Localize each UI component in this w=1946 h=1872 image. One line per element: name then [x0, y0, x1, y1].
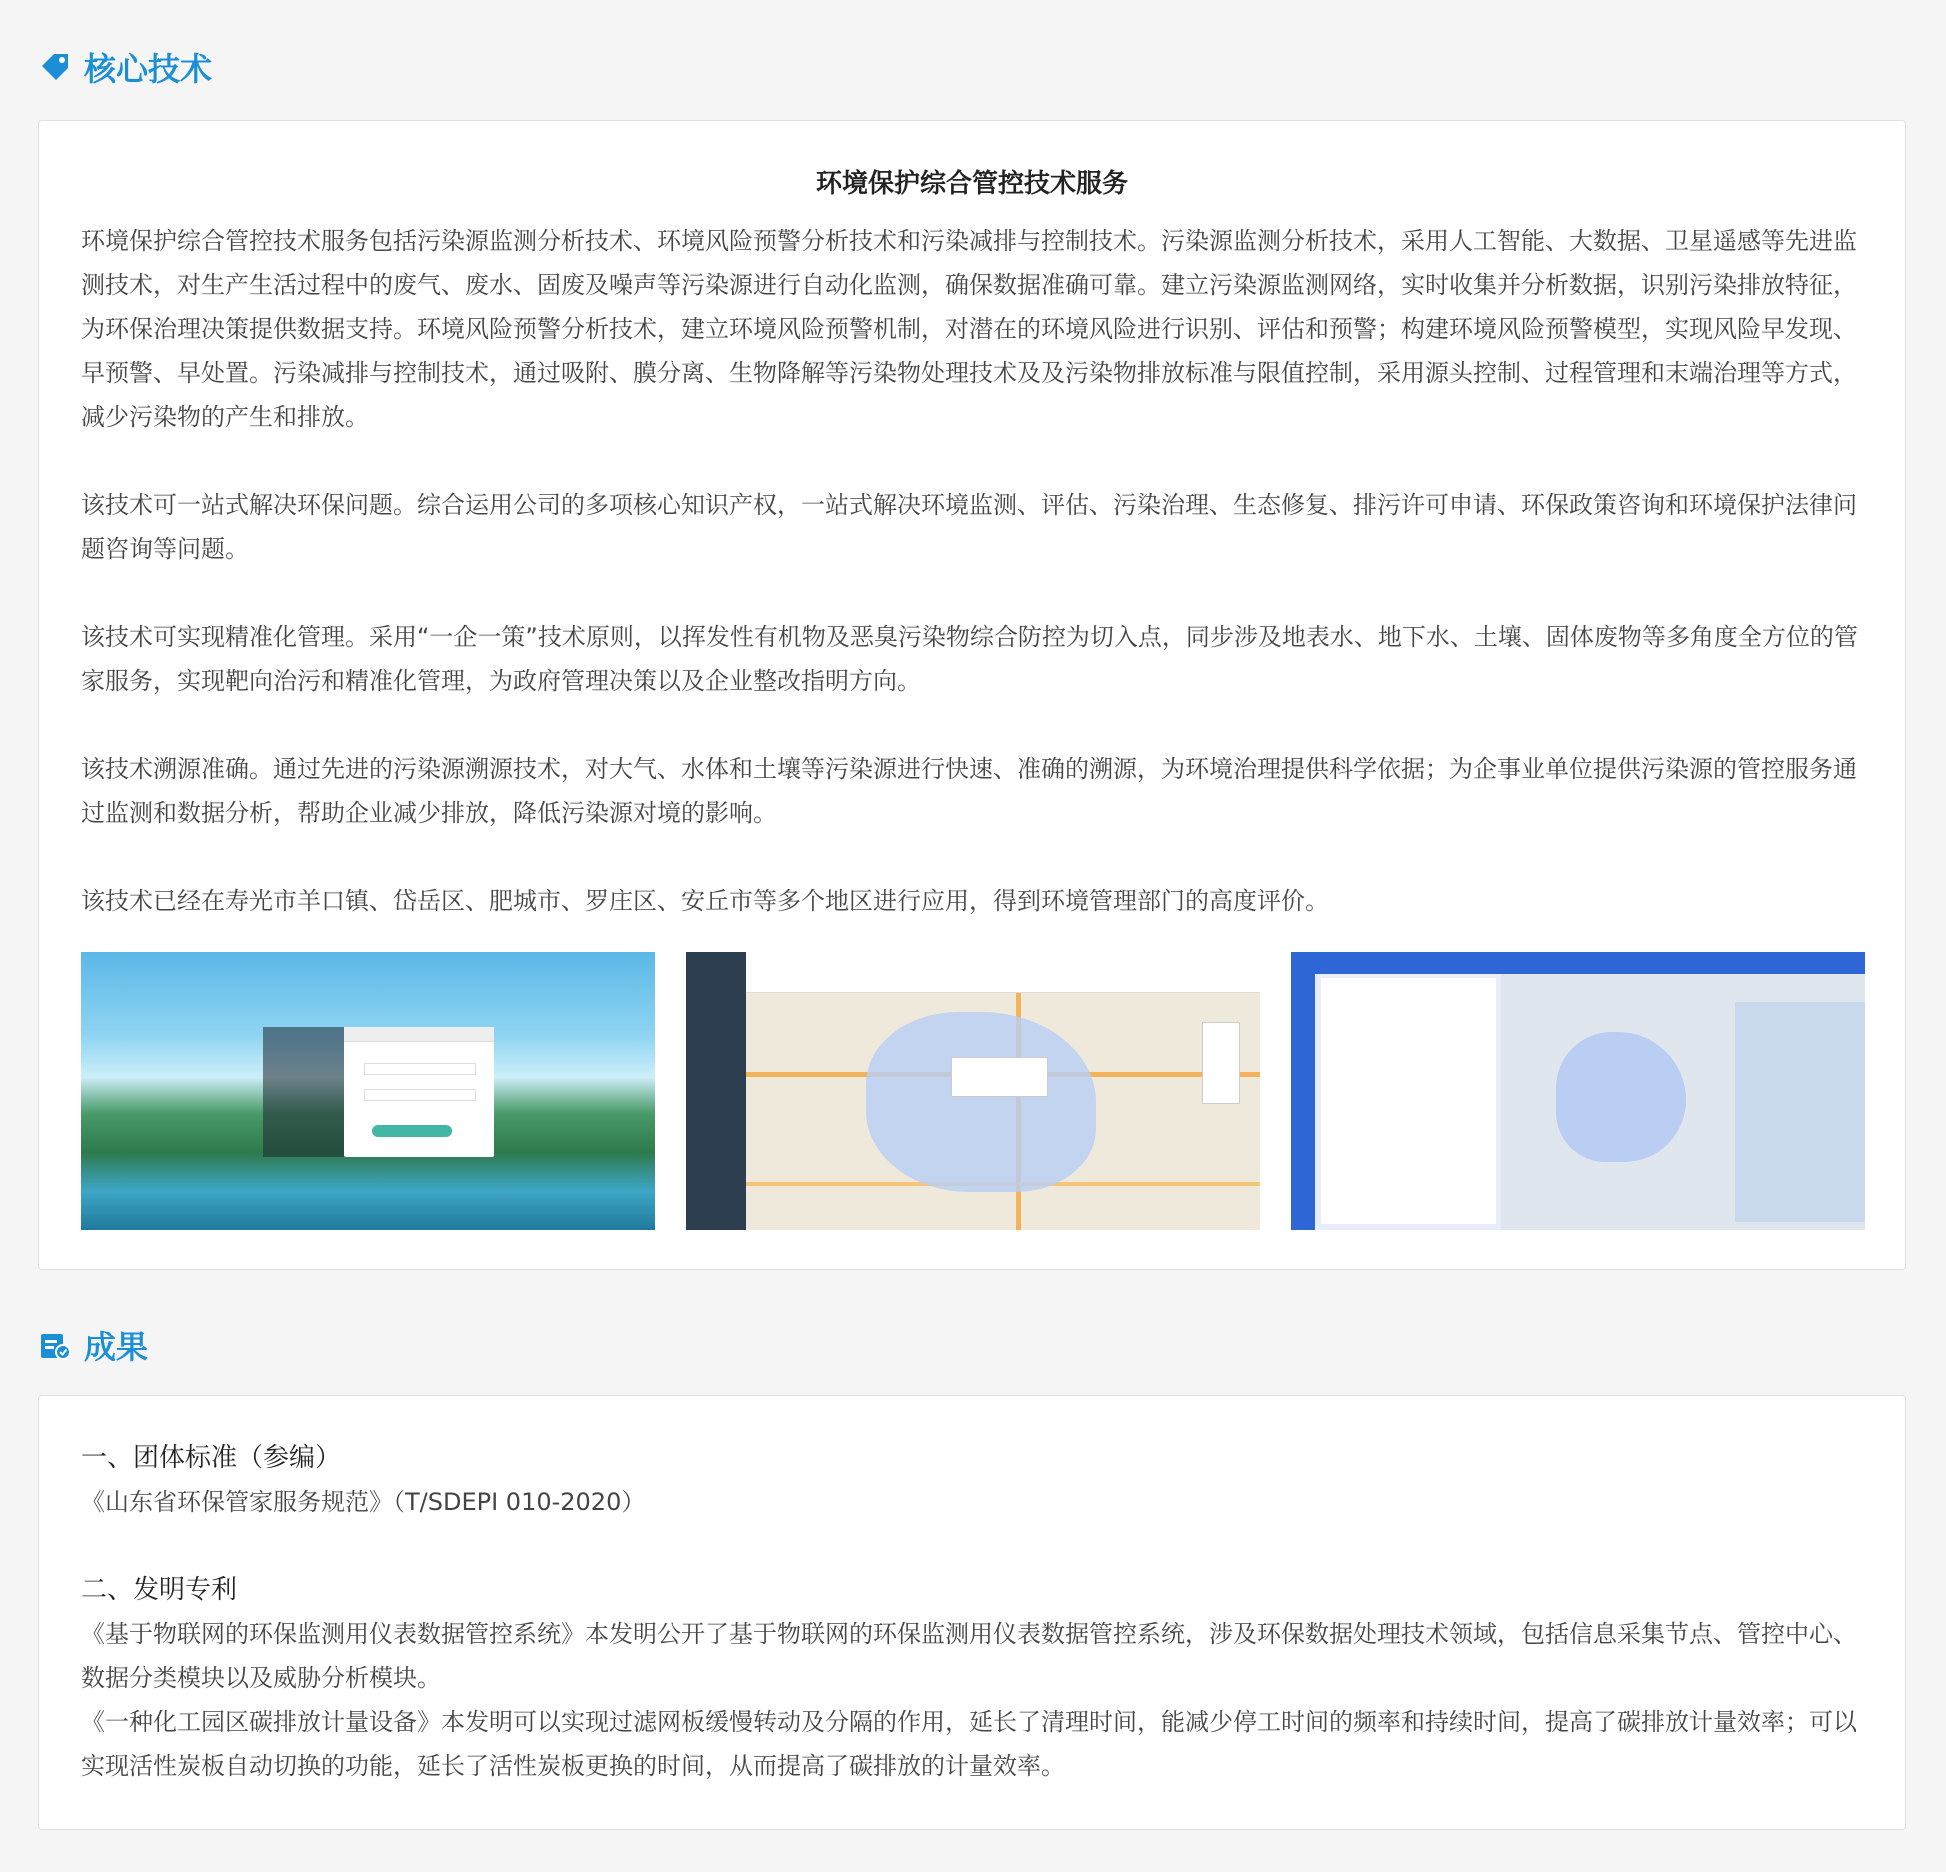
map-region	[866, 1012, 1096, 1192]
paragraph: 该技术可实现精准化管理。采用“一企一策”技术原则，以挥发性有机物及恶臭污染物综合防控为切入点，同步涉及地表水、地下水、土壤、固体废物等多角度全方位的管家服务，实现靶向治污和精准化管理，为政府管理决策以及企业整改指明方向。	[81, 623, 1858, 695]
dashboard-stats-panel	[1321, 978, 1496, 1224]
screenshot-gallery	[81, 952, 1865, 1230]
admin-sidebar	[686, 952, 746, 1230]
results-content	[81, 1436, 1866, 1788]
login-screenshot[interactable]	[81, 952, 655, 1230]
standard-title: 一、团体标准（参编）	[81, 1443, 342, 1473]
dashboard-sidebar	[1291, 974, 1315, 1230]
map-popup	[951, 1057, 1048, 1097]
standard-item: 《山东省环保管家服务规范》（T/SDEPI 010-2020）	[81, 1488, 646, 1516]
paragraph: 该技术可一站式解决环保问题。综合运用公司的多项核心知识产权，一站式解决环境监测、评估、污染治理、生态修复、排污许可申请、环保政策咨询和环境保护法律问题咨询等问题。	[81, 491, 1857, 563]
login-side-panel	[263, 1027, 345, 1157]
tech-description	[81, 219, 1866, 967]
map-legend	[1202, 1022, 1240, 1104]
dashboard-header	[1291, 952, 1865, 974]
core-tech-card	[38, 120, 1906, 1270]
results-header	[38, 1322, 148, 1368]
patent-item: 《一种化工园区碳排放计量设备》本发明可以实现过滤网板缓慢转动及分隔的作用，延长了清理时间，能减少停工时间的频率和持续时间，提高了碳排放计量效率；可以实现活性炭板自动切换的功能，延长了活性炭板更换的时间，从而提高了碳排放的计量效率。	[81, 1708, 1857, 1780]
dashboard-screenshot[interactable]	[1291, 952, 1865, 1230]
results-heading: 成果	[84, 1328, 149, 1366]
tag-icon	[38, 50, 72, 84]
login-form-image	[344, 1027, 494, 1157]
patent-item: 《基于物联网的环保监测用仪表数据管控系统》本发明公开了基于物联网的环保监测用仪表数据管控系统，涉及环保数据处理技术领域，包括信息采集节点、管控中心、数据分类模块以及威胁分析模块。	[81, 1620, 1857, 1692]
document-badge-icon	[38, 1328, 72, 1362]
dashboard-region	[1556, 1032, 1686, 1162]
patent-title: 二、发明专利	[81, 1575, 238, 1605]
paragraph: 该技术已经在寿光市羊口镇、岱岳区、肥城市、罗庄区、安丘市等多个地区进行应用，得到环境管理部门的高度评价。	[81, 887, 1329, 915]
paragraph: 环境保护综合管控技术服务包括污染源监测分析技术、环境风险预警分析技术和污染减排与控制技术。污染源监测分析技术，采用人工智能、大数据、卫星遥感等先进监测技术，对生产生活过程中的废气、废水、固废及噪声等污染源进行自动化监测，确保数据准确可靠。建立污染源监测网络，实时收集并分析数据，识别污染排放特征，为环保治理决策提供数据支持。环境风险预警分析技术，建立环境风险预警机制，对潜在的环境风险进行识别、评估和预警；构建环境风险预警模型，实现风险早发现、早预警、早处置。污染减排与控制技术，通过吸附、膜分离、生物降解等污染物处理技术及及污染物排放标准与限值控制，采用源头控制、过程管理和末端治理等方式，减少污染物的产生和排放。	[81, 227, 1857, 431]
results-card	[38, 1395, 1906, 1830]
admin-topbar	[746, 952, 1260, 993]
tech-title: 环境保护综合管控技术服务	[815, 169, 1128, 199]
core-tech-header	[38, 44, 212, 90]
paragraph: 该技术溯源准确。通过先进的污染源溯源技术，对大气、水体和土壤等污染源进行快速、准确的溯源，为环境治理提供科学依据；为企事业单位提供污染源的管控服务通过监测和数据分析，帮助企业减少排放，降低污染源对境的影响。	[81, 755, 1857, 827]
core-tech-heading: 核心技术	[84, 50, 213, 88]
map-screenshot[interactable]	[686, 952, 1260, 1230]
